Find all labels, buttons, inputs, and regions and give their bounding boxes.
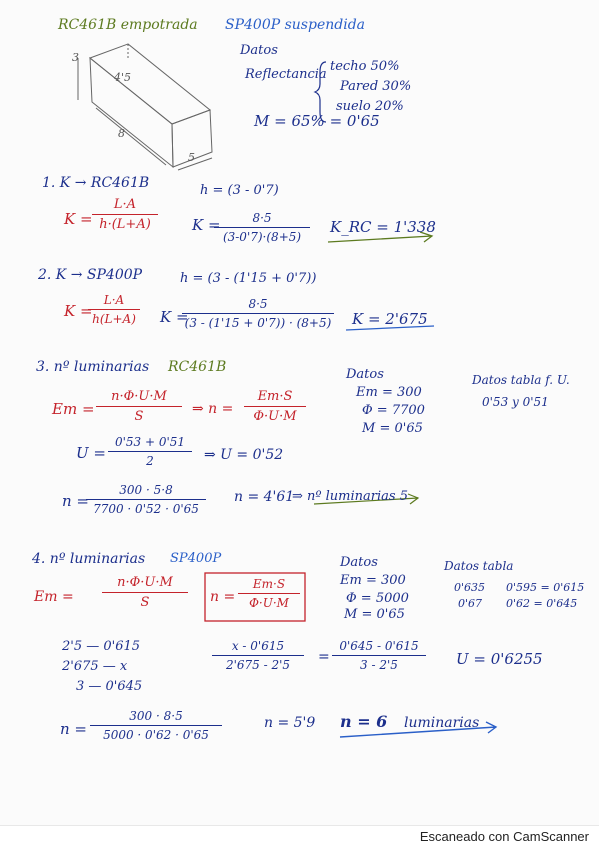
- s4-n2-num: 300 · 8·5: [129, 709, 183, 723]
- s3-em-formula: [96, 390, 182, 423]
- maintenance-factor: M = 65% = 0'65: [254, 112, 380, 130]
- s3-datos-title: Datos: [346, 367, 384, 382]
- s4-equals: =: [318, 649, 330, 665]
- s3-em-lhs: Em =: [52, 400, 95, 418]
- s1-k2-formula: [214, 212, 310, 243]
- s3-n-value: n = 4'61: [234, 489, 295, 505]
- s1-k-lhs: K =: [64, 210, 93, 228]
- s4-heading-model: SP400P: [170, 551, 222, 566]
- pared-value: Pared 30%: [340, 79, 412, 94]
- s3-n-den: Φ·U·M: [253, 409, 297, 424]
- s3-em-num: n·Φ·U·M: [111, 389, 167, 404]
- fraction-bar: [92, 214, 158, 215]
- s3-tabla-values: 0'53 y 0'51: [482, 395, 549, 409]
- s3-datos-em: Em = 300: [356, 385, 422, 400]
- s4-em-num: n·Φ·U·M: [117, 575, 173, 590]
- s2-k-den: h(L+A): [92, 312, 136, 326]
- s4-n2-den: 5000 · 0'62 · 0'65: [103, 728, 209, 742]
- s1-k2-lhs: K =: [192, 216, 221, 234]
- s3-datos-phi: Φ = 7700: [362, 403, 425, 418]
- s3-tabla-title: Datos tabla f. U.: [472, 373, 570, 387]
- s3-em-den: S: [134, 409, 144, 424]
- suelo-value: suelo 20%: [336, 99, 404, 114]
- fraction-bar: [90, 725, 222, 726]
- s1-k-num: L·A: [113, 197, 137, 212]
- s3-u-formula: [108, 436, 192, 467]
- s3-n-final: ⇒ nº luminarias 5: [292, 489, 408, 504]
- s3-u-result: ⇒ U = 0'52: [204, 447, 284, 463]
- fraction-bar: [332, 655, 426, 656]
- s3-u-lhs: U =: [76, 444, 106, 462]
- s2-k2-num: 8·5: [248, 297, 268, 311]
- s3-u-num: 0'53 + 0'51: [114, 435, 186, 449]
- s4-heading: 4. nº luminarias: [32, 551, 146, 567]
- s4-x-formula: [212, 640, 304, 671]
- s3-u-den: 2: [146, 454, 154, 468]
- s1-result: K_RC = 1'338: [330, 218, 436, 236]
- s4-box-num: Em·S: [252, 577, 286, 591]
- luminaire-1-title: RC461B empotrada: [58, 17, 198, 33]
- s4-n-lhs: n =: [60, 720, 87, 738]
- s4-em-den: S: [140, 595, 150, 610]
- s4-n2-formula: [90, 710, 222, 741]
- scanner-watermark: Escaneado con CamScanner: [419, 829, 589, 844]
- s1-k2-num: 8·5: [252, 211, 272, 225]
- sketch-length-label: 8: [118, 127, 125, 140]
- fraction-bar: [108, 451, 192, 452]
- s3-n-formula: [244, 390, 306, 423]
- fraction-bar: [182, 313, 334, 314]
- s4-r-num: 0'645 - 0'615: [339, 639, 419, 653]
- s4-tabla-r1b: 0'595 = 0'615: [506, 581, 585, 594]
- luminaire-2-title: SP400P suspendida: [225, 17, 365, 33]
- fraction-bar: [244, 406, 306, 407]
- fraction-bar: [212, 655, 304, 656]
- s4-datos-title: Datos: [340, 555, 378, 570]
- s4-interp-2: 2'675 — x: [62, 659, 128, 674]
- s4-box-den: Φ·U·M: [249, 596, 289, 610]
- s4-interp-1: 2'5 — 0'615: [62, 639, 141, 654]
- s1-heading: 1. K → RC461B: [42, 175, 150, 191]
- s4-tabla-r2b: 0'62 = 0'645: [506, 597, 578, 610]
- s4-box-lhs: n =: [210, 589, 236, 605]
- s4-tabla-r1a: 0'635: [454, 581, 486, 594]
- s4-n-value: n = 5'9: [264, 715, 316, 731]
- fraction-bar: [238, 593, 300, 594]
- s3-n-lhs: n =: [62, 492, 89, 510]
- fraction-bar: [86, 499, 206, 500]
- reflectancia-label: Reflectancia: [245, 67, 327, 82]
- s4-box-formula: [238, 578, 300, 609]
- s2-k-formula: [88, 294, 140, 325]
- s2-result: K = 2'675: [352, 310, 428, 328]
- s4-datos-m: M = 0'65: [344, 607, 405, 622]
- s4-x-den: 2'675 - 2'5: [225, 658, 291, 672]
- s4-datos-em: Em = 300: [340, 573, 406, 588]
- s4-n-word: luminarias: [404, 715, 480, 731]
- s4-em-lhs: Em =: [34, 589, 74, 605]
- s4-tabla-r2a: 0'67: [458, 597, 483, 610]
- s4-r-formula: [332, 640, 426, 671]
- s3-n2-num: 300 · 5·8: [119, 483, 173, 497]
- sketch-width-label: 5: [188, 151, 195, 164]
- s2-k2-formula: [182, 298, 334, 329]
- s3-arrow: ⇒ n =: [192, 401, 234, 417]
- s3-datos-m: M = 0'65: [362, 421, 423, 436]
- scanner-footer: [0, 825, 599, 849]
- s2-k2-lhs: K =: [160, 308, 189, 326]
- s4-tabla-title: Datos tabla: [444, 559, 514, 573]
- s1-k2-den: (3-0'7)·(8+5): [222, 230, 302, 244]
- s2-k-num: L·A: [103, 293, 125, 307]
- s3-n2-formula: [86, 484, 206, 515]
- s4-n-final: n = 6: [340, 712, 388, 731]
- s2-heading: 2. K → SP400P: [38, 267, 143, 283]
- s4-datos-phi: Φ = 5000: [346, 591, 409, 606]
- fraction-bar: [96, 406, 182, 407]
- s3-n-num: Em·S: [257, 389, 293, 404]
- s4-interp-3: 3 — 0'645: [76, 679, 143, 694]
- s1-k-formula: [92, 198, 158, 231]
- s1-h: h = (3 - 0'7): [200, 183, 279, 198]
- datos-top-title: Datos: [240, 43, 278, 58]
- sketch-side-label: 4'5: [114, 71, 132, 84]
- fraction-bar: [88, 309, 140, 310]
- s3-heading: 3. nº luminarias: [36, 359, 150, 375]
- s4-r-den: 3 - 2'5: [360, 658, 398, 672]
- fraction-bar: [214, 227, 310, 228]
- s2-k-lhs: K =: [64, 302, 93, 320]
- s2-h: h = (3 - (1'15 + 0'7)): [180, 271, 317, 286]
- s1-k-den: h·(L+A): [99, 217, 151, 232]
- s4-u-result: U = 0'6255: [456, 650, 543, 668]
- sketch-height-label: 3: [72, 51, 79, 64]
- s3-n2-den: 7700 · 0'52 · 0'65: [93, 502, 199, 516]
- s4-em-formula: [102, 576, 188, 609]
- techo-value: techo 50%: [330, 59, 400, 74]
- s3-heading-model: RC461B: [168, 359, 227, 375]
- s4-x-num: x - 0'615: [231, 639, 285, 653]
- fraction-bar: [102, 592, 188, 593]
- s2-k2-den: (3 - (1'15 + 0'7)) · (8+5): [184, 316, 332, 330]
